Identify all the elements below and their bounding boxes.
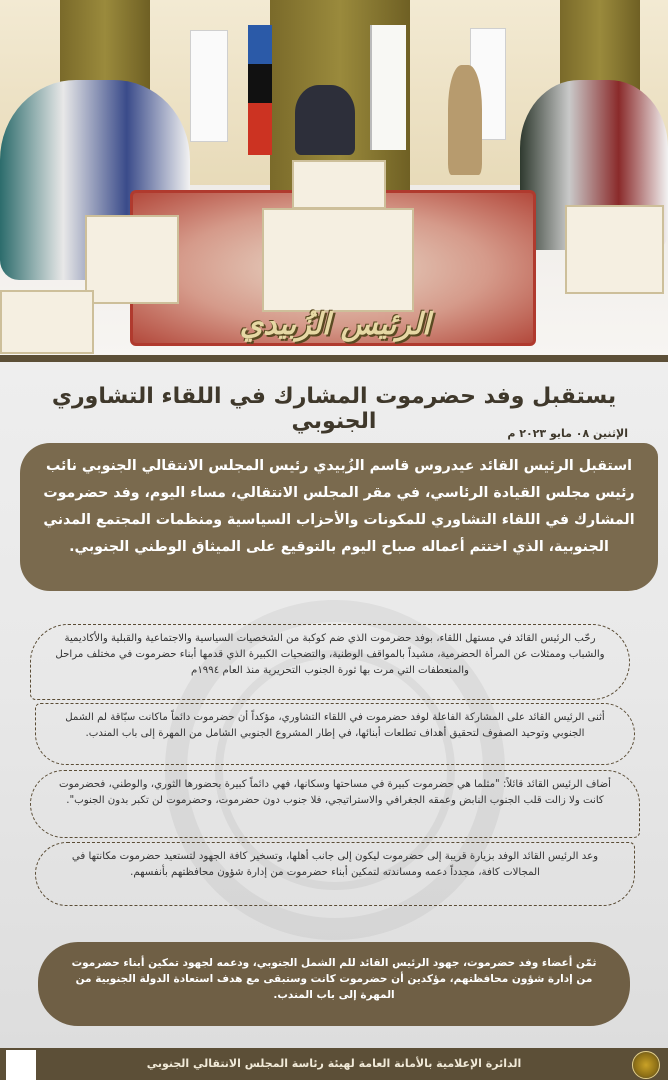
- corner-table: [0, 290, 94, 354]
- air-conditioner-left: [190, 30, 228, 142]
- center-table: [262, 208, 414, 312]
- side-table-right: [565, 205, 664, 294]
- footer: الدائرة الإعلامية بالأمانة العامة لهيئة رئاسة المجلس الانتقالي الجنوبي: [0, 1048, 668, 1080]
- side-table-left: [85, 215, 179, 304]
- front-table: [292, 160, 386, 209]
- divider-bar: [0, 355, 668, 362]
- qr-code-icon: [6, 1050, 36, 1080]
- lead-paragraph: استقبل الرئيس القائد عيدروس قاسم الزُبيدي رئيس المجلس الانتقالي الجنوبي نائب رئيس مجلس القيادة الرئاسي، في مقر المجلس الانتقالي، مساء اليوم، وفد حضرموت المشارك في اللقاء التشاوري للمكونات والأحزاب السياسية ومنظمات المجتمع المدني الجنوبية، الذي اختتم أعماله صباح اليوم بالتوقيع على الميثاق الوطني الجنوبي.: [20, 443, 658, 591]
- paragraph-1: رحّب الرئيس القائد في مستهل اللقاء، بوفد حضرموت الذي ضم كوكبة من الشخصيات السياسية والاجتماعية والقبلية والأكاديمية والشباب وممثلات عن المرأة الحضرمية، مشيداً بالمواقف الوطنية، والتضحيات الكبيرة الذي قدمها أبناء حضرموت في مختلف مراحل والمنعطفات التي مرت بها ثورة الجنوب التحريرية منذ العام ١٩٩٤م: [30, 624, 630, 700]
- paragraph-2: أثنى الرئيس القائد على المشاركة الفاعلة لوفد حضرموت في اللقاء التشاوري، مؤكداً أن حضرموت دائماً ماكانت سبّاقة لم الشمل الجنوبي وتوحيد الصفوف لتحقيق أهداف تطلعات أبنائها، في إطار المشروع الجنوبي الشامل من المهرة إلى باب المندب.: [35, 703, 635, 765]
- banner-title: الرئيس الزُبيدي: [239, 306, 431, 342]
- guard-figure: [448, 65, 482, 175]
- flag-white: [370, 25, 406, 150]
- paragraph-4: وعد الرئيس القائد الوفد بزيارة قريبة إلى حضرموت ليكون إلى جانب أهلها، وتسخير كافة الجهود لتستعيد حضرموت مكانتها في المجالات كافة، مجدداً دعمه ومساندته لتمكين أبناء حضرموت من إدارة شؤون محافظتهم بأنفسهم.: [35, 842, 635, 906]
- paragraph-3: أضاف الرئيس القائد قائلاً: "مثلما هي حضرموت كبيرة في مساحتها وسكانها، فهي دائماً كبيرة بحضورها الثوري، والوطني، فحضرموت كانت ولا زالت قلب الجنوب النابض وعمقه الجغرافي والاستراتيجي، فلا جنوب دون حضرموت، وحضرموت لن تكبر بدون الجنوب".: [30, 770, 640, 838]
- date: الإثنين ٠٨ مايو ٢٠٢٣ م: [507, 427, 628, 440]
- president-figure: [295, 85, 355, 155]
- closing-paragraph: ثمّن أعضاء وفد حضرموت، جهود الرئيس القائد للم الشمل الجنوبي، ودعمه لجهود تمكين أبناء حضرموت من إدارة شؤون محافظتهم، مؤكدين أن حضرموت كانت وستبقى مع هدف استعادة الدولة الجنوبية من المهرة إلى باب المندب.: [38, 942, 630, 1026]
- flag-south: [248, 25, 272, 155]
- headline: يستقبل وفد حضرموت المشارك في اللقاء التشاوري الجنوبي: [51, 384, 617, 434]
- stc-emblem-icon: [632, 1051, 660, 1079]
